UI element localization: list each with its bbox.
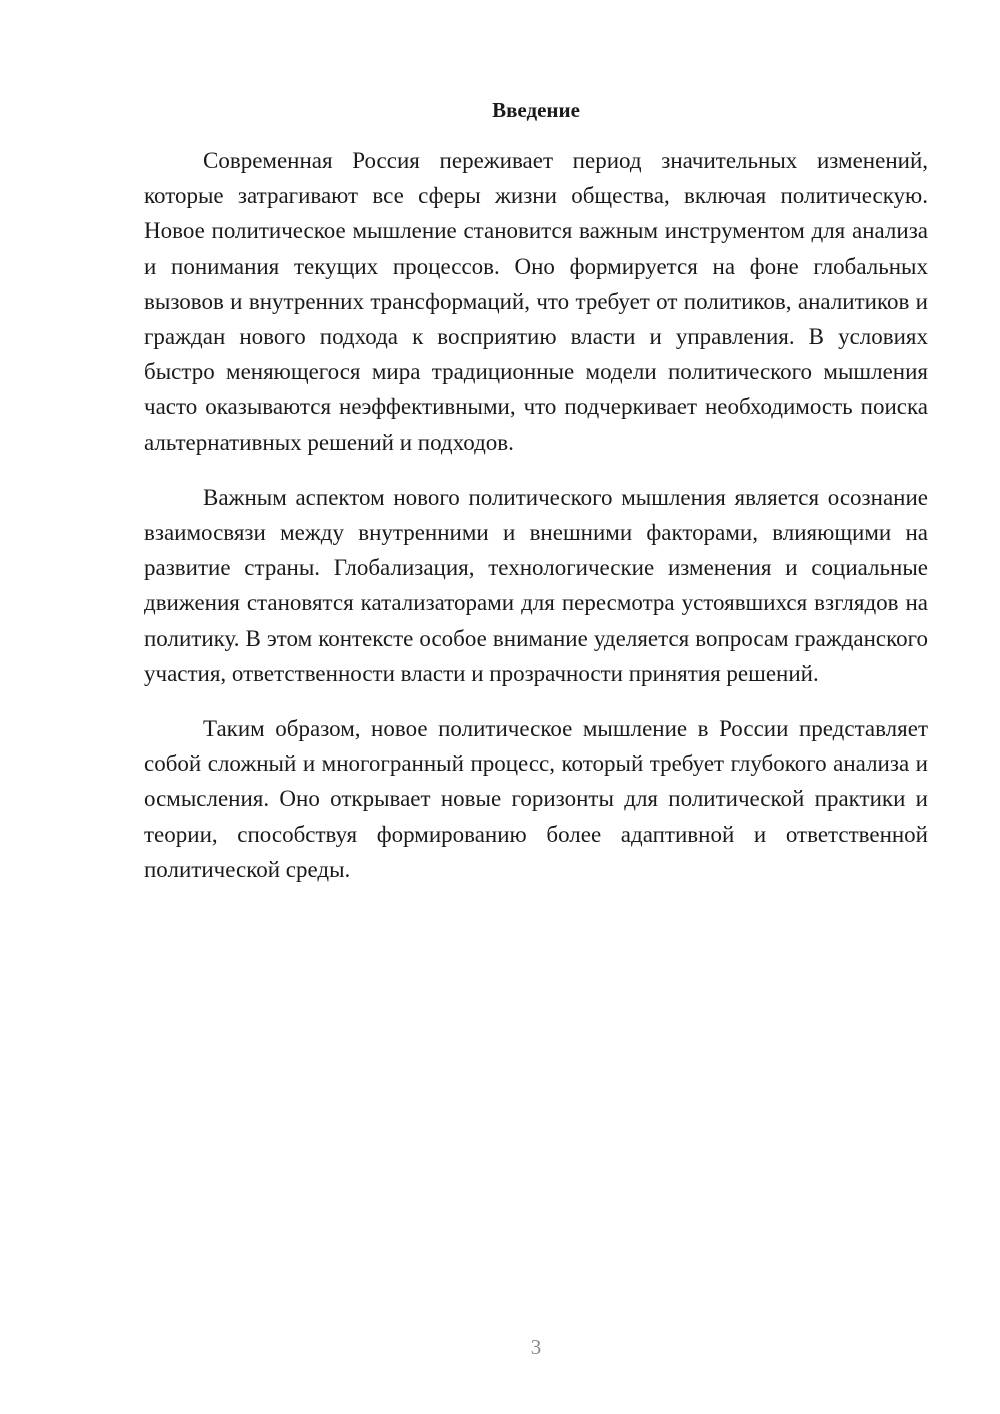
paragraph-3: Таким образом, новое политическое мышление в России представляет собой сложный и многогранный процесс, который требует глубокого анализа и осмысления. Оно открывает новые горизонты для политической практики и теории, способствуя формированию более адаптивной и ответственной политической среды. [144, 716, 928, 882]
paragraph-2: Важным аспектом нового политического мышления является осознание взаимосвязи между внутренними и внешними факторами, влияющими на развитие страны. Глобализация, технологические изменения и социальные движения становятся катализаторами для пересмотра устоявшихся взглядов на политику. В этом контексте особое внимание уделяется вопросам гражданского участия, ответственности власти и прозрачности принятия решений. [144, 484, 928, 686]
section-heading: Введение [492, 98, 580, 122]
paragraph-1: Современная Россия переживает период значительных изменений, которые затрагивают все сферы жизни общества, включая политическую. Новое политическое мышление становится важным инструментом для анализа и понимания текущих процессов. Оно формируется на фоне глобальных вызовов и внутренних трансформаций, что требует от политиков, аналитиков и граждан нового подхода к восприятию власти и управления. В условиях быстро меняющегося мира традиционные модели политического мышления часто оказываются неэффективными, что подчеркивает необходимость поиска альтернативных решений и подходов. [144, 148, 928, 455]
page-number: 3 [530, 1335, 542, 1359]
body-text [144, 143, 928, 887]
